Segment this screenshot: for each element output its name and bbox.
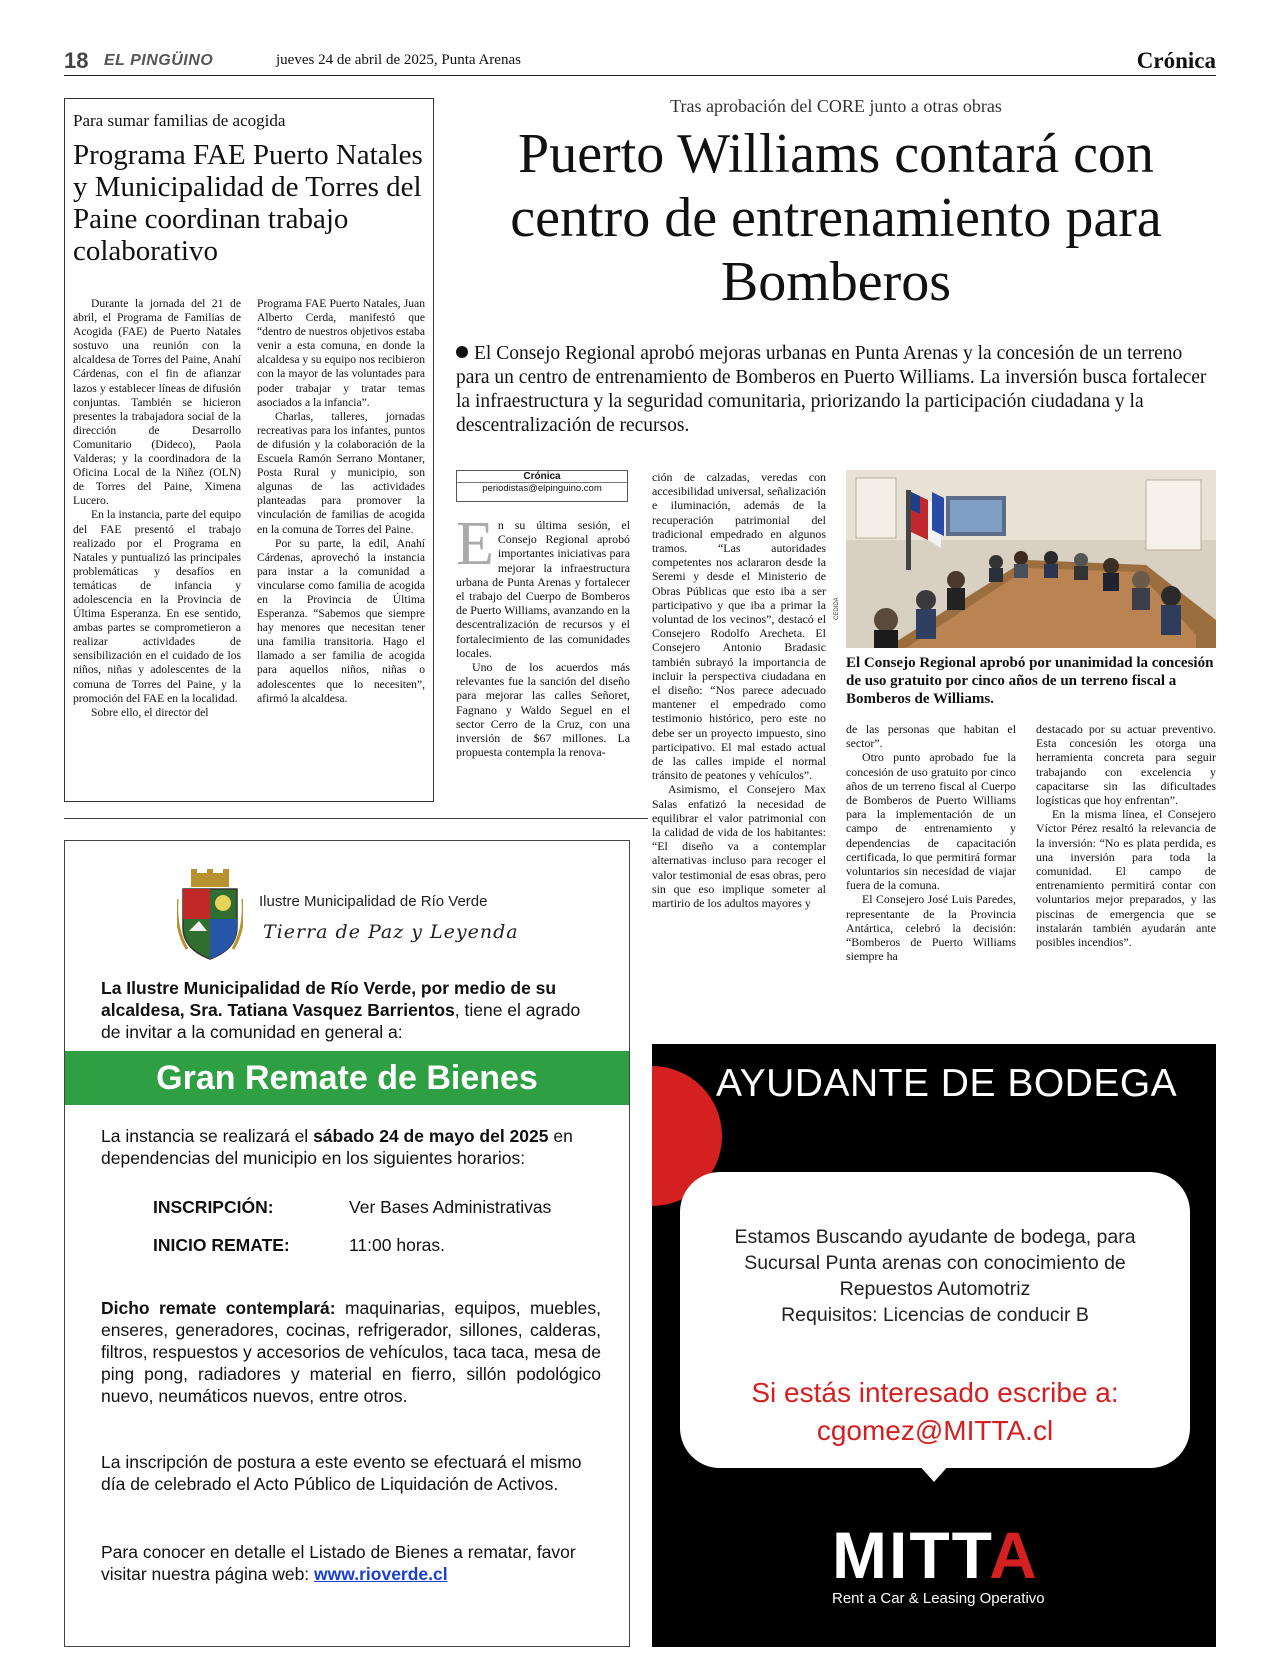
- date-outro: en dependencias del municipio en los siguientes horarios:: [101, 1126, 573, 1168]
- paragraph: El Consejero José Luis Paredes, representante de la Provincia Antártica, celebró la decisión: “Bomberos de Puerto Williams siempre ha: [846, 892, 1016, 964]
- side-story-column-1: [73, 297, 241, 720]
- date-intro: La instancia se realizará el: [101, 1126, 309, 1146]
- municipality-name: Ilustre Municipalidad de Río Verde: [259, 893, 488, 910]
- main-story-headline: Puerto Williams contará con centro de entrenamiento para Bomberos: [510, 123, 1162, 313]
- page-number: 18: [64, 48, 89, 73]
- start-time-value: 11:00 horas.: [349, 1235, 445, 1255]
- paragraph: [456, 510, 630, 660]
- paragraph: Asimismo, el Consejero Max Salas enfatizó la necesidad de equilibrar el valor patrimonial con la calidad de vida de los habitantes: “El diseño va a contemplar alternativas incluso para recoger el valor testimonial de esas obras, pero sin que eso implique someter al martirio de los adultos mayores y: [652, 782, 826, 911]
- paragraph: Programa FAE Puerto Natales, Juan Alberto Cerda, manifestó que “dentro de nuestros objetivos estaba venir a esta comuna, en donde la alcaldesa y su equipo nos recibieron con la mayor de las voluntades para poder trabajar y tratar temas asociados a la infancia”.: [257, 297, 425, 409]
- byline-box: [456, 470, 628, 502]
- job-line: Sucursal Punta arenas con conocimiento de: [744, 1252, 1126, 1274]
- auction-items-text: [101, 1297, 601, 1407]
- paragraph: Sobre ello, el director del: [91, 705, 209, 719]
- logo-main: MITT: [832, 1518, 990, 1592]
- main-story-column-4: [1036, 722, 1216, 949]
- bidding-registration-text: La inscripción de postura a este evento se efectuará el mismo día de celebrado el Acto Público de Liquidación de Activos.: [101, 1452, 582, 1494]
- bullet-icon: [456, 346, 468, 358]
- municipality-motto: Tierra de Paz y Leyenda: [263, 921, 519, 943]
- paragraph: Charlas, talleres, jornadas recreativas para los infantes, puntos de difusión y la colaboración de la Escuela Ramón Serrano Montaner, Posta Rural y municipio, son algunas de las actividades planteadas para promover la vinculación de familias de acogida en la comuna de Torres del Paine.: [257, 409, 425, 536]
- start-time-label: INICIO REMATE:: [153, 1235, 290, 1255]
- section-name: Crónica: [1136, 48, 1216, 73]
- main-story-lead: [456, 342, 1216, 438]
- main-story-kicker: Tras aprobación del CORE junto a otras obras: [670, 96, 1002, 116]
- contact-email[interactable]: cgomez@MITTA.cl: [816, 1415, 1054, 1446]
- invitation-text: [101, 977, 601, 1043]
- page-header: [64, 48, 1216, 76]
- auction-date: sábado 24 de mayo del 2025: [313, 1126, 549, 1146]
- side-story-columns: [73, 297, 425, 720]
- items-label: Dicho remate contemplará:: [101, 1298, 336, 1318]
- newspaper-name: EL PINGÜINO: [104, 52, 214, 69]
- paragraph: En la misma línea, el Consejero Víctor Pérez resaltó la relevancia de la inversión: “No es plata perdida, es una inversión para toda la comunidad. El campo de entrenamiento permitirá contar con voluntarios mejor preparados, y las piscinas de emergencia que se instalarán también ayudarán ante posibles incendios”.: [1036, 807, 1216, 950]
- issue-date: jueves 24 de abril de 2025, Punta Arenas: [276, 52, 521, 68]
- meeting-room-illustration: [846, 470, 1216, 648]
- registration-value: Ver Bases Administrativas: [349, 1197, 552, 1217]
- registration-label: INSCRIPCIÓN:: [153, 1197, 274, 1217]
- job-description: [680, 1224, 1190, 1328]
- auction-banner: Gran Remate de Bienes: [65, 1051, 629, 1105]
- side-story-kicker: Para sumar familias de acogida: [73, 111, 286, 130]
- mitta-logo: [832, 1518, 1052, 1607]
- website-text: [101, 1541, 601, 1585]
- contact-line: Si estás interesado escribe a:: [751, 1377, 1119, 1408]
- contact-block: [680, 1374, 1190, 1450]
- paragraph: destacado por su actuar preventivo. Esta concesión les otorga una herramienta concreta para seguir trabajando con excelencia y capacitarse sin las dificultades logísticas que hoy enfrentan”.: [1036, 722, 1216, 808]
- auction-date-text: [101, 1125, 601, 1169]
- mitta-wordmark: [832, 1518, 1052, 1592]
- items-list: maquinarias, equipos, muebles, enseres, generadores, cocinas, refrigerador, sillones, calderas, filtros, respuestos y accesorios de vehículos, taca taca, mesa de ping pong, radiadores y material en fierro, sillón podológico nuevo, neumáticos nuevos, entre otros.: [101, 1298, 601, 1406]
- rio-verde-auction-ad: [64, 840, 630, 1647]
- paragraph: Uno de los acuerdos más relevantes fue la sanción del diseño para mejorar las calles Señoret, Fagnano y Waldo Seguel en el sector Cerro de la Cruz, con una inversión de $67 millones. La propuesta contempla la renova-: [456, 660, 630, 760]
- byline-email: periodistas@elpinguino.com: [457, 482, 627, 494]
- paragraph: Otro punto aprobado fue la concesión de uso gratuito por cinco años de un terreno fiscal al Cuerpo de Bomberos de Puerto Williams para la implementación de un campo de entrenamiento y dependencias de capacitación certificada, lo que permitirá formar voluntarios sin necesidad de viajar fuera de la comuna.: [846, 750, 1016, 893]
- paragraph: de las personas que habitan el sector”.: [846, 722, 1016, 751]
- paragraph: En la instancia, parte del equipo del FAE presentó el trabajo realizado por el Programa en Natales y puntualizó las principales problemáticas y desafíos en temáticas de infancia y adolescencia en la Provincia de Última Esperanza. En ese sentido, ambas partes se comprometieron a realizar actividades de sensibilización en el cuidado de los niños, niñas y adolescentes de la comuna de Torres del Paine, y la promoción del FAE en la localidad.: [73, 508, 241, 705]
- lead-text: El Consejo Regional aprobó mejoras urbanas en Punta Arenas y la concesión de un terreno para un centro de entrenamiento de Bomberos en Puerto Williams. La inversión busca fortalecer la infraestructura y la seguridad comunitaria, priorizando la participación ciudadana y la descentralización de recursos.: [456, 343, 1207, 436]
- section-divider: [64, 818, 648, 819]
- municipal-crest-icon: [177, 869, 243, 961]
- main-story-column-3: [846, 722, 1016, 963]
- mitta-tagline: Rent a Car & Leasing Operativo: [832, 1590, 1045, 1607]
- job-line: Requisitos: Licencias de conducir B: [781, 1304, 1089, 1326]
- job-title: AYUDANTE DE BODEGA: [716, 1062, 1178, 1105]
- website-link[interactable]: www.rioverde.cl: [314, 1564, 448, 1584]
- logo-accent: A: [989, 1518, 1039, 1592]
- photo-caption: El Consejo Regional aprobó por unanimidad la concesión de uso gratuito por cinco años de un terreno fiscal a Bomberos de Williams.: [846, 655, 1214, 707]
- job-line: Estamos Buscando ayudante de bodega, para: [734, 1226, 1136, 1248]
- paragraph: Por su parte, la edil, Anahí Cárdenas, aprovechó la instancia para instar a la comunidad a vincularse como familia de acogida en la Provincia de Última Esperanza. “Sabemos que siempre hay menores que necesitan tener una familia transitoria. Hago el llamado a ser familia de acogida para aquellos niños, niñas o adolescentes que lo necesiten”, afirmó la alcaldesa.: [257, 536, 425, 705]
- main-story-column-1: [456, 510, 630, 760]
- invitation-lead: La Ilustre Municipalidad de Río Verde, por medio de su alcaldesa,: [101, 978, 557, 1020]
- invitation-rest: , tiene el agrado de invitar a la comunidad en general a:: [101, 1000, 581, 1042]
- side-story-headline: Programa FAE Puerto Natales y Municipalidad de Torres del Paine coordinan trabajo colaborativo: [73, 139, 423, 267]
- byline-section: Crónica: [523, 471, 561, 482]
- side-story-box: [64, 98, 434, 802]
- speech-bubble-tail: [918, 1464, 950, 1482]
- dropcap: E: [456, 510, 494, 578]
- mitta-job-ad: [652, 1044, 1216, 1647]
- side-story-column-2: [257, 297, 425, 720]
- council-meeting-photo: [846, 470, 1216, 648]
- photo-credit: CEDIDA: [834, 597, 840, 620]
- job-line: Repuestos Automotriz: [839, 1278, 1031, 1300]
- main-story-column-2: [652, 470, 826, 910]
- paragraph: ción de calzadas, veredas con accesibilidad universal, señalización e iluminación, además de la recuperación patrimonial del tradicional empedrado en algunos tramos. “Las autoridades competentes nos aclararon desde la Seremi y desde el Ministerio de Obras Públicas que esto iba a ser participativo y que iba a primar la voluntad de los vecinos”, destacó el Consejero Rodolfo Arecheta. El Consejero Antonio Bradasic también subrayó la importancia de incluir la perspectiva ciudadana en el diseño: “Nos parece adecuado mantener el empedrado como testimonio histórico, pero este no debe ser un proyecto impuesto, sino participativo. El mal estado actual de las calles impide el normal tránsito de peatones y vehículos”.: [652, 470, 826, 783]
- mayor-name: Sra. Tatiana Vasquez Barrientos: [189, 1000, 455, 1020]
- website-intro: Para conocer en detalle el Listado de Bienes a rematar, favor visitar nuestra página web:: [101, 1542, 576, 1584]
- paragraph: Durante la jornada del 21 de abril, el Programa de Familias de Acogida (FAE) de Puerto Natales sostuvo una reunión con la alcaldesa de Torres del Paine, Anahí Cárdenas, con el fin de afianzar lazos y establecer líneas de difusión conjuntas. También se hicieron presentes la trabajadora social de la dirección de Desarrollo Comunitario (Dideco), Paola Valderas; y la coordinadora de la Oficina Local de la Niñez (OLN) de Torres del Paine, Ximena Lucero.: [73, 297, 241, 508]
- paragraph-text: n su última sesión, el Consejo Regional aprobó importantes iniciativas para mejorar la infraestructura urbana de Punta Arenas y fortalecer el trabajo del Cuerpo de Bomberos de Puerto Williams, avanzando en la descentralización de recursos y el fortalecimiento de las comunidades locales.: [456, 518, 630, 660]
